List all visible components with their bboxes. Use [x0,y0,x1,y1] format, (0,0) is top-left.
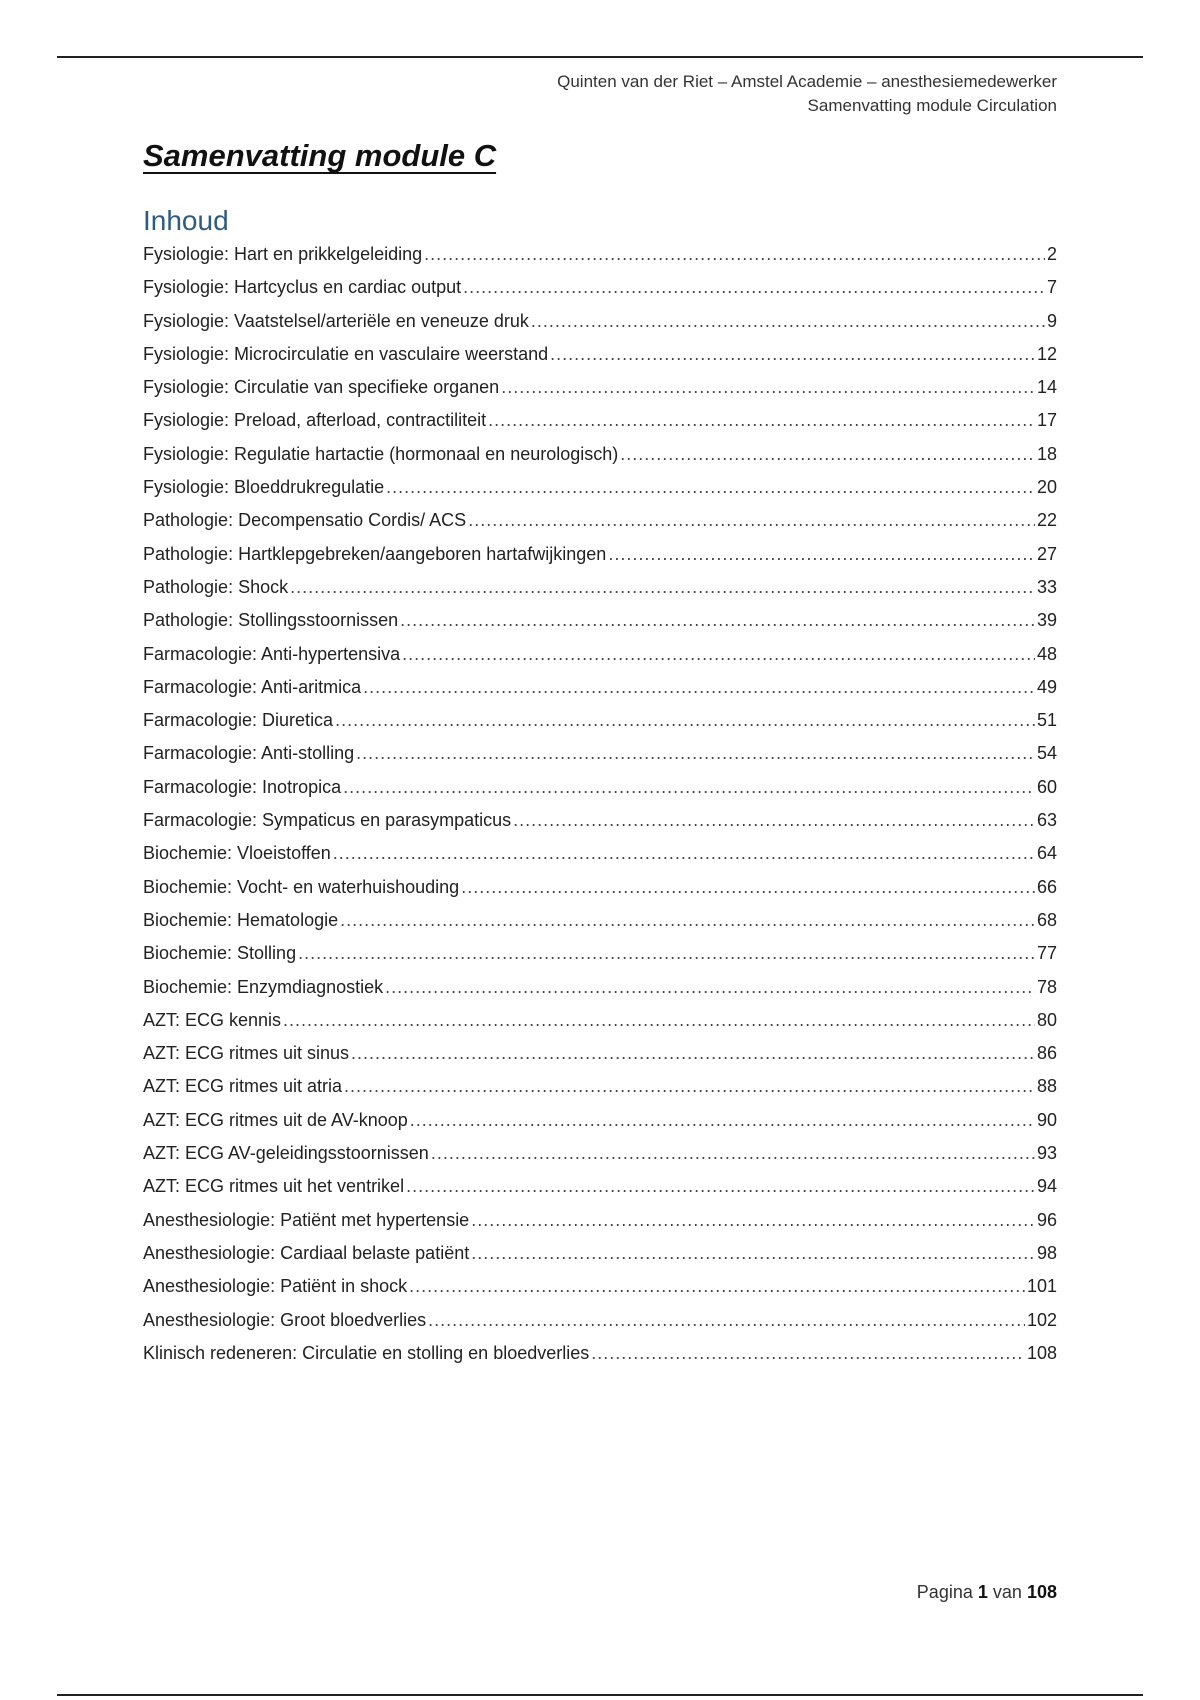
toc-entry-title: Klinisch redeneren: Circulatie en stolling en bloedverlies [143,1342,590,1363]
toc-entry[interactable] [143,1143,1057,1176]
toc-entry-title: Fysiologie: Vaatstelsel/arteriële en veneuze druk [143,310,529,331]
toc-entry[interactable] [143,410,1057,443]
toc-dot-leader [531,311,1045,332]
header-rule [57,56,1143,58]
toc-entry-page: 77 [1036,943,1057,964]
toc-entry-title: AZT: ECG ritmes uit het ventrikel [143,1176,405,1197]
toc-entry-title: Fysiologie: Hartcyclus en cardiac output [143,277,462,298]
toc-entry[interactable] [143,544,1057,577]
toc-entry-page: 98 [1036,1242,1057,1263]
toc-entry[interactable] [143,1043,1057,1076]
toc-entry-page: 90 [1036,1109,1057,1130]
toc-dot-leader [343,777,1035,798]
toc-entry[interactable] [143,344,1057,377]
toc-dot-leader [409,1276,1025,1297]
toc-entry-page: 49 [1036,676,1057,697]
toc-entry-page: 20 [1036,477,1057,498]
page-header [557,70,1057,118]
toc-dot-leader [356,743,1035,764]
toc-entry-title: Fysiologie: Hart en prikkelgeleiding [143,244,423,264]
toc-dot-leader [471,1243,1035,1264]
toc-entry[interactable] [143,1076,1057,1109]
toc-dot-leader [298,943,1035,964]
toc-entry[interactable] [143,577,1057,610]
toc-entry[interactable] [143,1276,1057,1309]
toc-entry-page: 96 [1036,1209,1057,1230]
toc-entry[interactable] [143,1176,1057,1209]
footer-of: van [992,1582,1022,1602]
toc-entry[interactable] [143,377,1057,410]
toc-entry[interactable] [143,244,1057,277]
header-author-line: Quinten van der Riet – Amstel Academie – anesthesiemedewerker [557,72,1057,91]
toc-entry[interactable] [143,1110,1057,1143]
toc-entry-title: Biochemie: Vocht- en waterhuishouding [143,876,460,897]
toc-dot-leader [550,344,1035,365]
toc-entry-title: Pathologie: Stollingsstoornissen [143,610,399,631]
toc-entry-page: 93 [1036,1143,1057,1164]
toc-entry[interactable] [143,977,1057,1010]
toc-entry-page: 48 [1036,643,1057,664]
toc-entry-title: Pathologie: Hartklepgebreken/aangeboren hartafwijkingen [143,543,607,564]
toc-entry-page: 12 [1036,343,1057,364]
toc-entry-page: 86 [1036,1043,1057,1064]
toc-entry[interactable] [143,1210,1057,1243]
toc-entry-title: AZT: ECG ritmes uit de AV-knoop [143,1109,408,1130]
toc-entry-title: Fysiologie: Microcirculatie en vasculaire weerstand [143,343,549,364]
toc-entry[interactable] [143,843,1057,876]
toc-entry-page: 78 [1036,976,1057,997]
toc-entry[interactable] [143,1343,1057,1376]
toc-entry-page: 94 [1036,1176,1057,1197]
toc-dot-leader [410,1110,1035,1131]
toc-dot-leader [385,977,1035,998]
toc-dot-leader [340,910,1035,931]
toc-entry[interactable] [143,877,1057,910]
toc-entry-page: 66 [1036,876,1057,897]
toc-entry[interactable] [143,677,1057,710]
toc-entry-page: 80 [1036,1009,1057,1030]
toc-entry-page: 33 [1036,576,1057,597]
toc-entry-title: Anesthesiologie: Patiënt met hypertensie [143,1209,470,1230]
toc-entry-page: 9 [1046,310,1057,331]
toc-entry-title: Fysiologie: Regulatie hartactie (hormonaal en neurologisch) [143,443,619,464]
toc-entry-title: Anesthesiologie: Cardiaal belaste patiënt [143,1242,470,1263]
toc-entry[interactable] [143,1310,1057,1343]
toc-entry[interactable] [143,277,1057,310]
toc-entry-page: 14 [1036,377,1057,398]
footer-total-pages: 108 [1026,1582,1057,1602]
toc-entry[interactable] [143,777,1057,810]
footer-label: Pagina [916,1582,973,1602]
toc-entry-title: AZT: ECG ritmes uit atria [143,1076,343,1097]
toc-entry-title: Farmacologie: Diuretica [143,710,334,731]
toc-entry[interactable] [143,610,1057,643]
toc-entry-title: Anesthesiologie: Groot bloedverlies [143,1309,427,1330]
toc-dot-leader [431,1143,1035,1164]
toc-entry-title: Pathologie: Shock [143,576,289,597]
toc-dot-leader [406,1176,1035,1197]
toc-dot-leader [468,510,1035,531]
toc-entry-title: AZT: ECG kennis [143,1009,282,1030]
toc-dot-leader [463,277,1045,298]
toc-entry-title: Biochemie: Enzymdiagnostiek [143,976,384,997]
toc-entry-page: 2 [1046,244,1057,264]
toc-entry-page: 88 [1036,1076,1057,1097]
toc-entry-title: AZT: ECG AV-geleidingsstoornissen [143,1143,429,1164]
toc-entry-title: Fysiologie: Preload, afterload, contractiliteit [143,410,487,431]
toc-entry[interactable] [143,910,1057,943]
toc-dot-leader [591,1343,1025,1364]
toc-entry-page: 17 [1036,410,1057,431]
toc-entry[interactable] [143,644,1057,677]
toc-heading: Inhoud [143,205,229,236]
toc-entry-page: 51 [1036,710,1057,731]
toc-dot-leader [471,1210,1035,1231]
toc-entry[interactable] [143,810,1057,843]
toc-dot-leader [335,710,1035,731]
toc-entry-title: Pathologie: Decompensatio Cordis/ ACS [143,510,467,531]
toc-entry-page: 39 [1036,610,1057,631]
toc-entry[interactable] [143,510,1057,543]
toc-entry[interactable] [143,743,1057,776]
toc-dot-leader [513,810,1035,831]
toc-dot-leader [402,644,1035,665]
toc-entry-title: Farmacologie: Anti-aritmica [143,676,362,697]
toc-entry-title: Fysiologie: Bloeddrukregulatie [143,477,385,498]
header-subject-line: Samenvatting module Circulation [807,96,1057,115]
toc-dot-leader [501,377,1035,398]
footer-rule [57,1694,1143,1696]
toc-entry-title: Anesthesiologie: Patiënt in shock [143,1276,408,1297]
toc-entry[interactable] [143,444,1057,477]
toc-entry-page: 101 [1026,1276,1057,1297]
toc-entry-page: 68 [1036,909,1057,930]
toc-entry-page: 18 [1036,443,1057,464]
page-footer [917,1582,1057,1603]
toc-entry-title: Farmacologie: Anti-hypertensiva [143,643,401,664]
toc-entry[interactable] [143,1243,1057,1276]
toc-entry-page: 108 [1026,1342,1057,1363]
toc-dot-leader [620,444,1035,465]
toc-entry[interactable] [143,710,1057,743]
toc-entry-title: Farmacologie: Sympaticus en parasympaticus [143,810,512,831]
document-title: Samenvatting module C [143,138,497,173]
toc-entry-page: 54 [1036,743,1057,764]
table-of-contents [143,244,1057,1376]
toc-entry-title: Farmacologie: Inotropica [143,776,342,797]
toc-dot-leader [488,410,1035,431]
toc-entry-page: 64 [1036,843,1057,864]
toc-entry-page: 102 [1026,1309,1057,1330]
toc-dot-leader [608,544,1035,565]
toc-dot-leader [461,877,1035,898]
toc-entry[interactable] [143,943,1057,976]
toc-entry-page: 60 [1036,776,1057,797]
toc-dot-leader [428,1310,1025,1331]
toc-dot-leader [333,843,1035,864]
toc-entry-title: Biochemie: Hematologie [143,909,339,930]
toc-dot-leader [400,610,1035,631]
toc-entry[interactable] [143,1010,1057,1043]
toc-entry-title: Fysiologie: Circulatie van specifieke organen [143,377,500,398]
toc-entry-page: 22 [1036,510,1057,531]
toc-entry-page: 7 [1046,277,1057,298]
toc-entry-title: AZT: ECG ritmes uit sinus [143,1043,350,1064]
footer-current-page: 1 [977,1582,988,1602]
toc-entry-page: 63 [1036,810,1057,831]
toc-entry[interactable] [143,311,1057,344]
toc-entry-title: Farmacologie: Anti-stolling [143,743,355,764]
toc-entry-title: Biochemie: Vloeistoffen [143,843,331,864]
toc-dot-leader [290,577,1035,598]
toc-dot-leader [386,477,1035,498]
toc-entry-page: 27 [1036,543,1057,564]
toc-dot-leader [351,1043,1035,1064]
toc-entry-title: Biochemie: Stolling [143,943,297,964]
toc-dot-leader [283,1010,1035,1031]
toc-dot-leader [363,677,1035,698]
toc-dot-leader [424,244,1045,265]
toc-dot-leader [344,1076,1035,1097]
toc-entry[interactable] [143,477,1057,510]
